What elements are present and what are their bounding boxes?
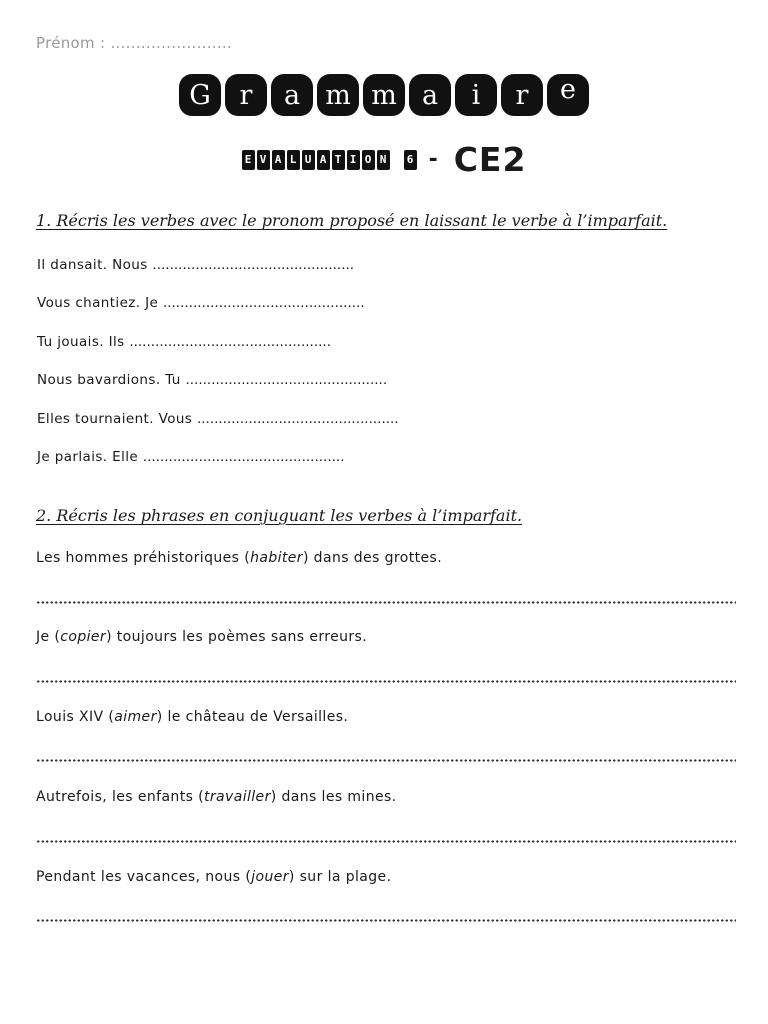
answer-dots: ............................................... <box>142 449 345 465</box>
subtitle-tile: L <box>287 150 300 170</box>
title-letter: r <box>501 74 543 116</box>
exercise-2-sentence <box>36 869 391 885</box>
verb-infinitive: copier <box>60 629 107 645</box>
answer-dots: ............................................... <box>196 411 399 427</box>
answer-dots: ............................................... <box>162 295 365 311</box>
exercise-1-item[interactable] <box>37 449 345 465</box>
answer-line[interactable] <box>36 601 736 604</box>
answer-dots: ............................................... <box>129 334 332 350</box>
exercise-2-heading: 2. Récris les phrases en conjuguant les verbes à l’imparfait. <box>36 506 523 525</box>
sentence-start: Louis XIV ( <box>36 709 115 725</box>
exercise-2-sentence <box>36 550 442 566</box>
prenom-label: Prénom : <box>36 34 111 52</box>
answer-dots: ............................................... <box>152 257 355 273</box>
exercise-1-item[interactable] <box>37 257 354 273</box>
page-title <box>0 74 768 116</box>
sentence-start: Pendant les vacances, nous ( <box>36 869 252 885</box>
subtitle-tile: N <box>377 150 390 170</box>
title-letter: a <box>271 74 313 116</box>
exercise-2-sentence <box>36 789 397 805</box>
item-prompt: Vous chantiez. Je <box>37 295 163 311</box>
answer-line[interactable] <box>36 840 736 843</box>
exercise-1-item[interactable] <box>37 295 365 311</box>
title-letter: m <box>363 74 405 116</box>
exercise-1-item[interactable] <box>37 372 387 388</box>
item-prompt: Nous bavardions. Tu <box>37 372 186 388</box>
subtitle-dash: - <box>428 147 438 172</box>
title-letter: G <box>179 74 221 116</box>
item-prompt: Elles tournaient. Vous <box>37 411 197 427</box>
prenom-field[interactable] <box>36 34 232 52</box>
sentence-start: Je ( <box>36 629 61 645</box>
subtitle-tile: O <box>362 150 375 170</box>
item-prompt: Il dansait. Nous <box>37 257 153 273</box>
subtitle-tile: A <box>317 150 330 170</box>
prenom-dots: ........................ <box>110 34 233 52</box>
subtitle-level: CE2 <box>453 140 527 179</box>
answer-line[interactable] <box>36 759 736 762</box>
subtitle-number: 6 <box>404 150 417 170</box>
exercise-1-item[interactable] <box>37 411 399 427</box>
title-letter: i <box>455 74 497 116</box>
title-letter: e <box>547 74 589 116</box>
verb-infinitive: jouer <box>251 869 289 885</box>
sentence-end: ) dans des grottes. <box>302 550 443 566</box>
subtitle-tile: V <box>257 150 270 170</box>
exercise-1-item[interactable] <box>37 334 331 350</box>
page-subtitle <box>0 140 768 179</box>
subtitle-tile: U <box>302 150 315 170</box>
subtitle-tile: T <box>332 150 345 170</box>
subtitle-tile: E <box>242 150 255 170</box>
verb-infinitive: habiter <box>250 550 303 566</box>
sentence-end: ) dans les mines. <box>270 789 397 805</box>
answer-line[interactable] <box>36 919 736 922</box>
title-letter: m <box>317 74 359 116</box>
exercise-2-sentence <box>36 709 348 725</box>
subtitle-word <box>242 150 390 170</box>
answer-line[interactable] <box>36 680 736 683</box>
item-prompt: Tu jouais. Ils <box>37 334 130 350</box>
answer-dots: ............................................... <box>185 372 388 388</box>
subtitle-tile: A <box>272 150 285 170</box>
subtitle-tile: I <box>347 150 360 170</box>
sentence-end: ) sur la plage. <box>288 869 392 885</box>
sentence-end: ) le château de Versailles. <box>156 709 349 725</box>
verb-infinitive: travailler <box>204 789 271 805</box>
exercise-1-heading: 1. Récris les verbes avec le pronom proposé en laissant le verbe à l’imparfait. <box>36 211 668 230</box>
title-letter: r <box>225 74 267 116</box>
item-prompt: Je parlais. Elle <box>37 449 143 465</box>
sentence-end: ) toujours les poèmes sans erreurs. <box>106 629 368 645</box>
title-letter: a <box>409 74 451 116</box>
sentence-start: Les hommes préhistoriques ( <box>36 550 251 566</box>
sentence-start: Autrefois, les enfants ( <box>36 789 204 805</box>
verb-infinitive: aimer <box>114 709 157 725</box>
exercise-2-sentence <box>36 629 367 645</box>
